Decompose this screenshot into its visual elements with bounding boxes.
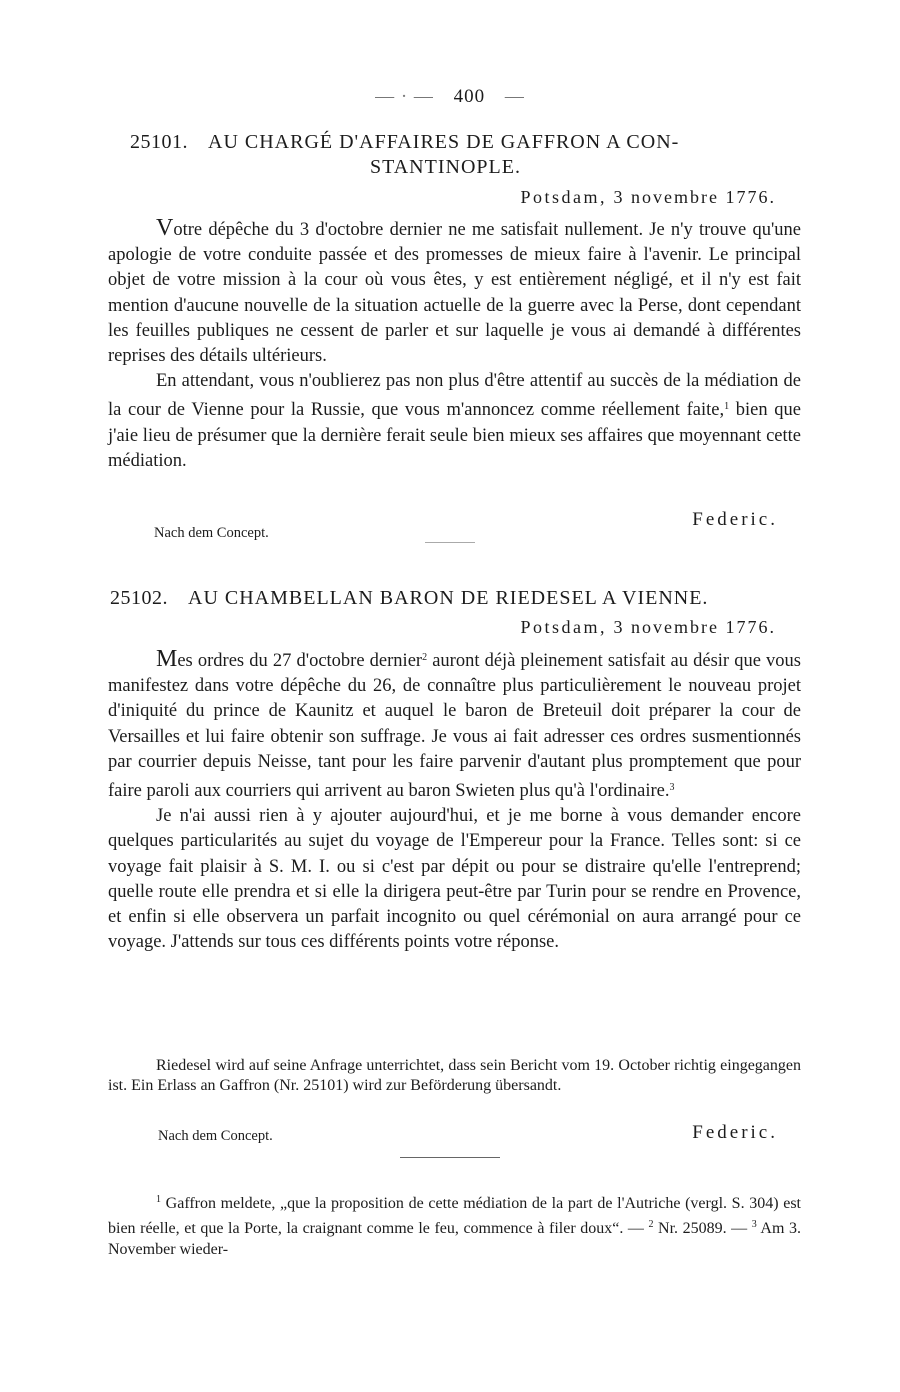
letter-2-source: Nach dem Concept. <box>158 1128 273 1144</box>
letter-1-paragraph-2-text-b: bien que j'aie lieu de présumer que la dernière ferait seule bien mieux ses affaires que moyennant cette médiation. <box>108 400 802 471</box>
footnote-ref-3: 3 <box>669 782 675 794</box>
footnote-ref-1: 1 <box>724 401 730 413</box>
letter-2-body <box>108 645 801 955</box>
letter-1-signature: Federic. <box>692 509 778 530</box>
letter-2-title: AU CHAMBELLAN BARON DE RIEDESEL A VIENNE. <box>188 587 709 609</box>
letter-2-dateline <box>521 617 777 638</box>
letter-2-paragraph-1-text-a: es ordres du 27 d'octobre dernier <box>177 651 423 671</box>
letter-1-paragraph-1 <box>108 216 801 369</box>
letter-2-editorial-note <box>108 1056 801 1096</box>
letter-1-date: 3 novembre 1776. <box>613 187 776 207</box>
running-head-dash-right: — <box>504 86 525 107</box>
letter-1-body <box>108 216 801 474</box>
separator-rule-1 <box>425 542 475 543</box>
letter-2-number: 25102. <box>110 587 168 609</box>
footnote-1-text: Gaffron meldete, „que la proposition de cette médiation de la part de l'Autriche (vergl. S. 304) est bien réelle, et que la Porte, la craignant comme le feu, commence à filer doux“. — <box>108 1195 801 1237</box>
running-head <box>0 86 900 108</box>
letter-2-paragraph-1 <box>108 645 801 804</box>
footnote-ref-2: 2 <box>422 652 428 663</box>
footnote-rule <box>400 1157 500 1158</box>
letter-1-paragraph-2-text-a: En attendant, vous n'oublierez pas non plus d'être attentif au succès de la médiation de la cour de Vienne pour la Russie, que vous m'annoncez comme réellement faite, <box>108 371 801 421</box>
letter-2-paragraph-2 <box>108 804 801 955</box>
letter-2-paragraph-2-text: Je n'ai aussi rien à y ajouter aujourd'hui, et je me borne à vous demander encore quelques particularités au sujet du voyage de l'Empereur pour la France. Telles sont: si ce voyage fait plaisir à S. M. I. ou si c'est par dépit ou pour se distraire qu'elle l'entreprend; quelle route elle prendra et si elle la dirigera peut-être par Turin pour se rendre en Provence, et enfin si elle observera un parfait incognito ou quel cérémonial on aura arrangé pour ce voyage. J'attends sur tous ces différents points votre réponse. <box>108 806 801 953</box>
letter-2-heading <box>110 586 810 611</box>
footnote-2-mark: 2 <box>648 1219 654 1230</box>
letter-2-initial: M <box>156 646 178 672</box>
footnote-3-text: Am 3. November wieder- <box>108 1220 801 1258</box>
footnote-3-mark: 3 <box>751 1219 757 1230</box>
letter-1-paragraph-2 <box>108 369 801 474</box>
letter-1-initial: V <box>156 215 174 241</box>
letter-2-date: 3 novembre 1776. <box>613 617 776 637</box>
letter-1-source: Nach dem Concept. <box>154 525 269 541</box>
page-number: 400 <box>453 86 486 107</box>
letter-2-place: Potsdam, <box>520 617 608 637</box>
letter-1-title-line-2: STANTINOPLE. <box>370 156 521 178</box>
letter-1-title-line-1: AU CHARGÉ D'AFFAIRES DE GAFFRON A CON- <box>208 131 680 153</box>
letter-1-place: Potsdam, <box>520 187 608 207</box>
footnotes <box>108 1189 801 1260</box>
letter-2-note-text: Riedesel wird auf seine Anfrage unterrichtet, dass sein Bericht vom 19. October richtig eingegangen ist. Ein Erlass an Gaffron (Nr. 25101) wird zur Beförderung übersandt. <box>108 1057 801 1094</box>
footnote-1-mark: 1 <box>156 1194 161 1205</box>
footnotes-text <box>108 1189 801 1260</box>
letter-2-signature: Federic. <box>692 1122 778 1143</box>
letter-1-paragraph-1-text: otre dépêche du 3 d'octobre dernier ne me satisfait nullement. Je n'y trouve qu'une apologie de votre conduite passée et des promesses de mieux faire à l'avenir. Le principal objet de votre mission à la cour où vous êtes, y est entièrement négligé, et il n'y est fait mention d'aucune nouvelle de la situation actuelle de la guerre avec la Perse, dont cependant les feuilles publiques ne cessent de parler et sur laquelle je vous ai demandé à différentes reprises des détails ultérieurs. <box>108 220 801 367</box>
running-head-dash-left: — · — <box>375 86 434 107</box>
footnote-2-text: Nr. 25089. — <box>653 1220 752 1237</box>
letter-2-paragraph-1-text-b: auront déjà pleinement satisfait au désir que vous manifestez dans votre dépêche du 26, de connaître plus particulièrement le nouveau projet d'iniquité du prince de Kaunitz et auquel le baron de Breteuil doit préparer la cour de Versailles et lui faire obtenir son suffrage. Je vous ai fait adresser ces ordres susmentionnés par courrier depuis Neisse, tant pour les faire parvenir d'autant plus promptement que pour faire paroli aux courriers qui arrivent au baron Swieten plus qu'à l'ordinaire. <box>108 651 801 802</box>
letter-1-heading <box>130 130 780 155</box>
letter-1-dateline <box>521 187 777 208</box>
letter-1-number: 25101. <box>130 131 188 153</box>
